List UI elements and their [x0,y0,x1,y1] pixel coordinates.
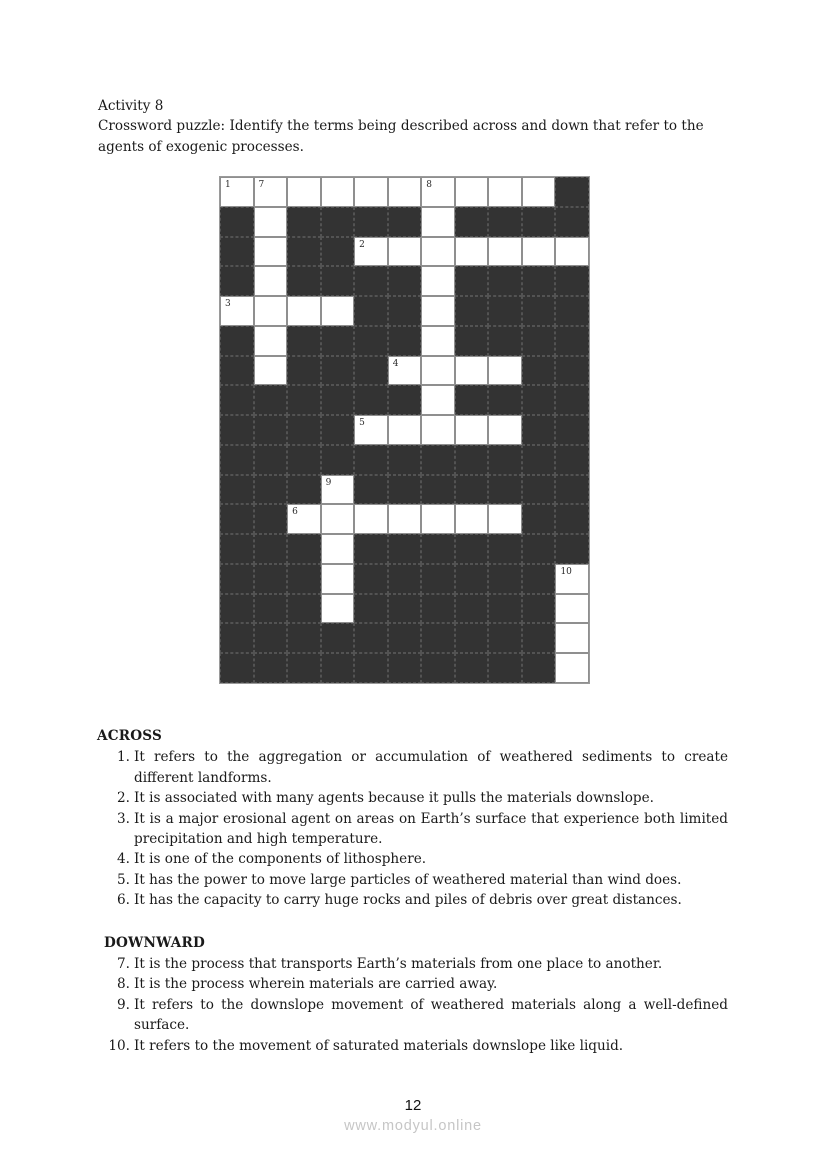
block-cell-r16c8 [488,653,522,683]
answer-cell-r11c3[interactable] [321,504,355,534]
answer-cell-r2c9[interactable] [522,237,556,267]
block-cell-r6c3 [321,356,355,386]
block-cell-r3c2 [287,266,321,296]
block-cell-r1c10 [555,207,589,237]
block-cell-r12c6 [421,534,455,564]
across-clue-list [97,747,728,910]
block-cell-r7c8 [488,385,522,415]
block-cell-r5c8 [488,326,522,356]
cell-number: 9 [325,477,332,488]
answer-cell-r11c4[interactable] [354,504,388,534]
block-cell-r14c4 [354,594,388,624]
block-cell-r10c1 [254,475,288,505]
answer-cell-r6c7[interactable] [455,356,489,386]
block-cell-r14c9 [522,594,556,624]
block-cell-r8c3 [321,415,355,445]
answer-cell-r0c2[interactable] [287,177,321,207]
block-cell-r14c2 [287,594,321,624]
block-cell-r5c3 [321,326,355,356]
block-cell-r5c2 [287,326,321,356]
block-cell-r16c5 [388,653,422,683]
block-cell-r14c8 [488,594,522,624]
block-cell-r7c2 [287,385,321,415]
answer-cell-r6c8[interactable] [488,356,522,386]
block-cell-r10c2 [287,475,321,505]
clue-number-across-3: 3. [117,810,130,827]
block-cell-r3c8 [488,266,522,296]
block-cell-r1c2 [287,207,321,237]
block-cell-r7c0 [220,385,254,415]
answer-cell-r0c6[interactable] [421,177,455,207]
block-cell-r7c1 [254,385,288,415]
block-cell-r9c0 [220,445,254,475]
block-cell-r7c10 [555,385,589,415]
answer-cell-r0c1[interactable] [254,177,288,207]
block-cell-r12c1 [254,534,288,564]
answer-cell-r4c1[interactable] [254,296,288,326]
answer-cell-r2c8[interactable] [488,237,522,267]
block-cell-r5c4 [354,326,388,356]
block-cell-r14c7 [455,594,489,624]
answer-cell-r2c10[interactable] [555,237,589,267]
block-cell-r13c6 [421,564,455,594]
block-cell-r4c9 [522,296,556,326]
clue-number-downward-8: 8. [117,976,130,993]
cell-number: 7 [258,180,265,190]
answer-cell-r8c6[interactable] [421,415,455,445]
block-cell-r6c0 [220,356,254,386]
clue-text-across-6: It has the capacity to carry huge rocks and piles of debris over great distances. [134,892,682,909]
block-cell-r2c2 [287,237,321,267]
block-cell-r10c9 [522,475,556,505]
cell-number: 3 [225,299,231,310]
answer-cell-r16c10[interactable] [555,653,589,683]
block-cell-r1c7 [455,207,489,237]
block-cell-r9c7 [455,445,489,475]
answer-cell-r8c5[interactable] [388,415,422,445]
answer-cell-r6c1[interactable] [254,356,288,386]
activity-title: Activity 8 [98,98,164,114]
block-cell-r10c10 [555,475,589,505]
block-cell-r6c2 [287,356,321,386]
block-cell-r15c1 [254,623,288,653]
answer-cell-r7c6[interactable] [421,385,455,415]
block-cell-r9c3 [321,445,355,475]
block-cell-r12c2 [287,534,321,564]
block-cell-r16c4 [354,653,388,683]
block-cell-r15c2 [287,623,321,653]
answer-cell-r11c6[interactable] [421,504,455,534]
answer-cell-r14c3[interactable] [321,594,355,624]
answer-cell-r2c4[interactable] [354,237,388,267]
block-cell-r7c4 [354,385,388,415]
answer-cell-r3c1[interactable] [254,266,288,296]
block-cell-r9c1 [254,445,288,475]
block-cell-r4c10 [555,296,589,326]
block-cell-r7c5 [388,385,422,415]
block-cell-r13c2 [287,564,321,594]
block-cell-r2c3 [321,237,355,267]
cell-number: 5 [359,418,365,429]
answer-cell-r8c7[interactable] [455,415,489,445]
answer-cell-r13c10[interactable] [555,564,589,594]
block-cell-r3c9 [522,266,556,296]
block-cell-r16c6 [421,653,455,683]
block-cell-r9c10 [555,445,589,475]
downward-heading: DOWNWARD [104,934,205,951]
block-cell-r1c3 [321,207,355,237]
clue-text-downward-7: It is the process that transports Earth’s materials from one place to another. [134,956,663,973]
answer-cell-r2c7[interactable] [455,237,489,267]
block-cell-r8c9 [522,415,556,445]
block-cell-r13c1 [254,564,288,594]
block-cell-r8c1 [254,415,288,445]
answer-cell-r6c6[interactable] [421,356,455,386]
block-cell-r9c4 [354,445,388,475]
crossword-grid [219,176,590,684]
block-cell-r8c2 [287,415,321,445]
answer-cell-r2c1[interactable] [254,237,288,267]
block-cell-r15c4 [354,623,388,653]
block-cell-r9c2 [287,445,321,475]
clues-section [97,726,728,1056]
answer-cell-r0c5[interactable] [388,177,422,207]
block-cell-r1c8 [488,207,522,237]
activity-description: Crossword puzzle: Identify the terms being described across and down that refer to the agents of exogenic processes. [98,118,704,155]
block-cell-r11c0 [220,504,254,534]
watermark-link[interactable]: www.modyul.online [344,1118,482,1134]
block-cell-r14c1 [254,594,288,624]
block-cell-r1c4 [354,207,388,237]
block-cell-r15c5 [388,623,422,653]
block-cell-r13c5 [388,564,422,594]
block-cell-r1c9 [522,207,556,237]
block-cell-r16c9 [522,653,556,683]
answer-cell-r6c5[interactable] [388,356,422,386]
answer-cell-r4c2[interactable] [287,296,321,326]
block-cell-r8c10 [555,415,589,445]
answer-cell-r15c10[interactable] [555,623,589,653]
block-cell-r15c7 [455,623,489,653]
answer-cell-r0c0[interactable] [220,177,254,207]
block-cell-r12c5 [388,534,422,564]
block-cell-r1c0 [220,207,254,237]
clue-number-downward-9: 9. [117,996,130,1013]
block-cell-r2c0 [220,237,254,267]
clue-number-across-2: 2. [117,790,130,807]
block-cell-r7c7 [455,385,489,415]
across-heading: ACROSS [97,728,163,744]
cell-number: 8 [426,180,432,190]
block-cell-r3c7 [455,266,489,296]
block-cell-r9c5 [388,445,422,475]
block-cell-r10c6 [421,475,455,505]
block-cell-r13c8 [488,564,522,594]
block-cell-r11c9 [522,504,556,534]
block-cell-r1c5 [388,207,422,237]
page-number: 12 [404,1097,422,1114]
answer-cell-r1c6[interactable] [421,207,455,237]
block-cell-r7c3 [321,385,355,415]
block-cell-r12c9 [522,534,556,564]
answer-cell-r5c6[interactable] [421,326,455,356]
block-cell-r4c4 [354,296,388,326]
block-cell-r10c7 [455,475,489,505]
answer-cell-r4c3[interactable] [321,296,355,326]
block-cell-r14c6 [421,594,455,624]
block-cell-r8c0 [220,415,254,445]
clue-number-across-4: 4. [117,851,130,868]
block-cell-r15c0 [220,623,254,653]
block-cell-r3c5 [388,266,422,296]
block-cell-r14c0 [220,594,254,624]
block-cell-r16c0 [220,653,254,683]
block-cell-r9c8 [488,445,522,475]
answer-cell-r11c8[interactable] [488,504,522,534]
answer-cell-r2c6[interactable] [421,237,455,267]
block-cell-r13c4 [354,564,388,594]
block-cell-r3c10 [555,266,589,296]
block-cell-r12c7 [455,534,489,564]
block-cell-r5c5 [388,326,422,356]
block-cell-r3c3 [321,266,355,296]
answer-cell-r4c0[interactable] [220,296,254,326]
clue-text-downward-9: It refers to the downslope movement of weathered materials along a well-defined surface. [134,996,728,1034]
block-cell-r9c6 [421,445,455,475]
block-cell-r10c0 [220,475,254,505]
block-cell-r14c5 [388,594,422,624]
block-cell-r11c10 [555,504,589,534]
block-cell-r3c0 [220,266,254,296]
answer-cell-r4c6[interactable] [421,296,455,326]
block-cell-r13c9 [522,564,556,594]
answer-cell-r13c3[interactable] [321,564,355,594]
block-cell-r3c4 [354,266,388,296]
cell-number: 4 [392,358,399,369]
clue-text-downward-10: It refers to the movement of saturated materials downslope like liquid. [134,1037,624,1054]
answer-cell-r14c10[interactable] [555,594,589,624]
answer-cell-r0c9[interactable] [522,177,556,207]
block-cell-r16c7 [455,653,489,683]
block-cell-r13c7 [455,564,489,594]
block-cell-r15c6 [421,623,455,653]
clue-number-across-1: 1. [117,749,130,766]
answer-cell-r8c8[interactable] [488,415,522,445]
answer-cell-r11c7[interactable] [455,504,489,534]
clue-text-across-1: It refers to the aggregation or accumulation of weathered sediments to create different landforms. [134,749,728,786]
block-cell-r6c9 [522,356,556,386]
cell-number: 6 [292,507,298,518]
block-cell-r12c8 [488,534,522,564]
answer-cell-r0c8[interactable] [488,177,522,207]
clue-text-across-4: It is one of the components of lithosphere. [134,851,427,868]
answer-cell-r11c5[interactable] [388,504,422,534]
answer-cell-r2c5[interactable] [388,237,422,267]
clue-text-across-3: It is a major erosional agent on areas on Earth’s surface that experience both limited precipitation and high temperature. [134,810,728,848]
block-cell-r0c10 [555,177,589,207]
clue-number-across-5: 5. [117,871,130,888]
block-cell-r5c9 [522,326,556,356]
block-cell-r15c9 [522,623,556,653]
clue-text-downward-8: It is the process wherein materials are carried away. [134,976,498,993]
block-cell-r10c4 [354,475,388,505]
clue-text-across-2: It is associated with many agents because it pulls the materials downslope. [134,790,654,807]
answer-cell-r8c4[interactable] [354,415,388,445]
block-cell-r4c5 [388,296,422,326]
block-cell-r5c10 [555,326,589,356]
cell-number: 2 [359,239,365,250]
block-cell-r4c8 [488,296,522,326]
block-cell-r16c1 [254,653,288,683]
block-cell-r12c10 [555,534,589,564]
block-cell-r7c9 [522,385,556,415]
block-cell-r4c7 [455,296,489,326]
block-cell-r13c0 [220,564,254,594]
block-cell-r11c1 [254,504,288,534]
answer-cell-r12c3[interactable] [321,534,355,564]
answer-cell-r0c3[interactable] [321,177,355,207]
answer-cell-r1c1[interactable] [254,207,288,237]
block-cell-r5c7 [455,326,489,356]
answer-cell-r10c3[interactable] [321,475,355,505]
block-cell-r15c3 [321,623,355,653]
answer-cell-r0c4[interactable] [354,177,388,207]
downward-clue-list [97,954,728,1056]
cell-number: 10 [560,566,572,577]
block-cell-r5c0 [220,326,254,356]
clue-text-across-5: It has the power to move large particles of weathered material than wind does. [134,871,682,888]
block-cell-r10c8 [488,475,522,505]
block-cell-r12c4 [354,534,388,564]
answer-cell-r5c1[interactable] [254,326,288,356]
clue-number-across-6: 6. [117,892,130,909]
answer-cell-r0c7[interactable] [455,177,489,207]
clue-number-downward-10: 10. [108,1037,130,1054]
block-cell-r6c10 [555,356,589,386]
clue-number-downward-7: 7. [117,956,130,973]
block-cell-r9c9 [522,445,556,475]
block-cell-r6c4 [354,356,388,386]
activity-header [98,96,730,157]
cell-number: 1 [225,180,231,190]
block-cell-r10c5 [388,475,422,505]
block-cell-r16c3 [321,653,355,683]
block-cell-r16c2 [287,653,321,683]
answer-cell-r11c2[interactable] [287,504,321,534]
block-cell-r15c8 [488,623,522,653]
block-cell-r12c0 [220,534,254,564]
answer-cell-r3c6[interactable] [421,266,455,296]
